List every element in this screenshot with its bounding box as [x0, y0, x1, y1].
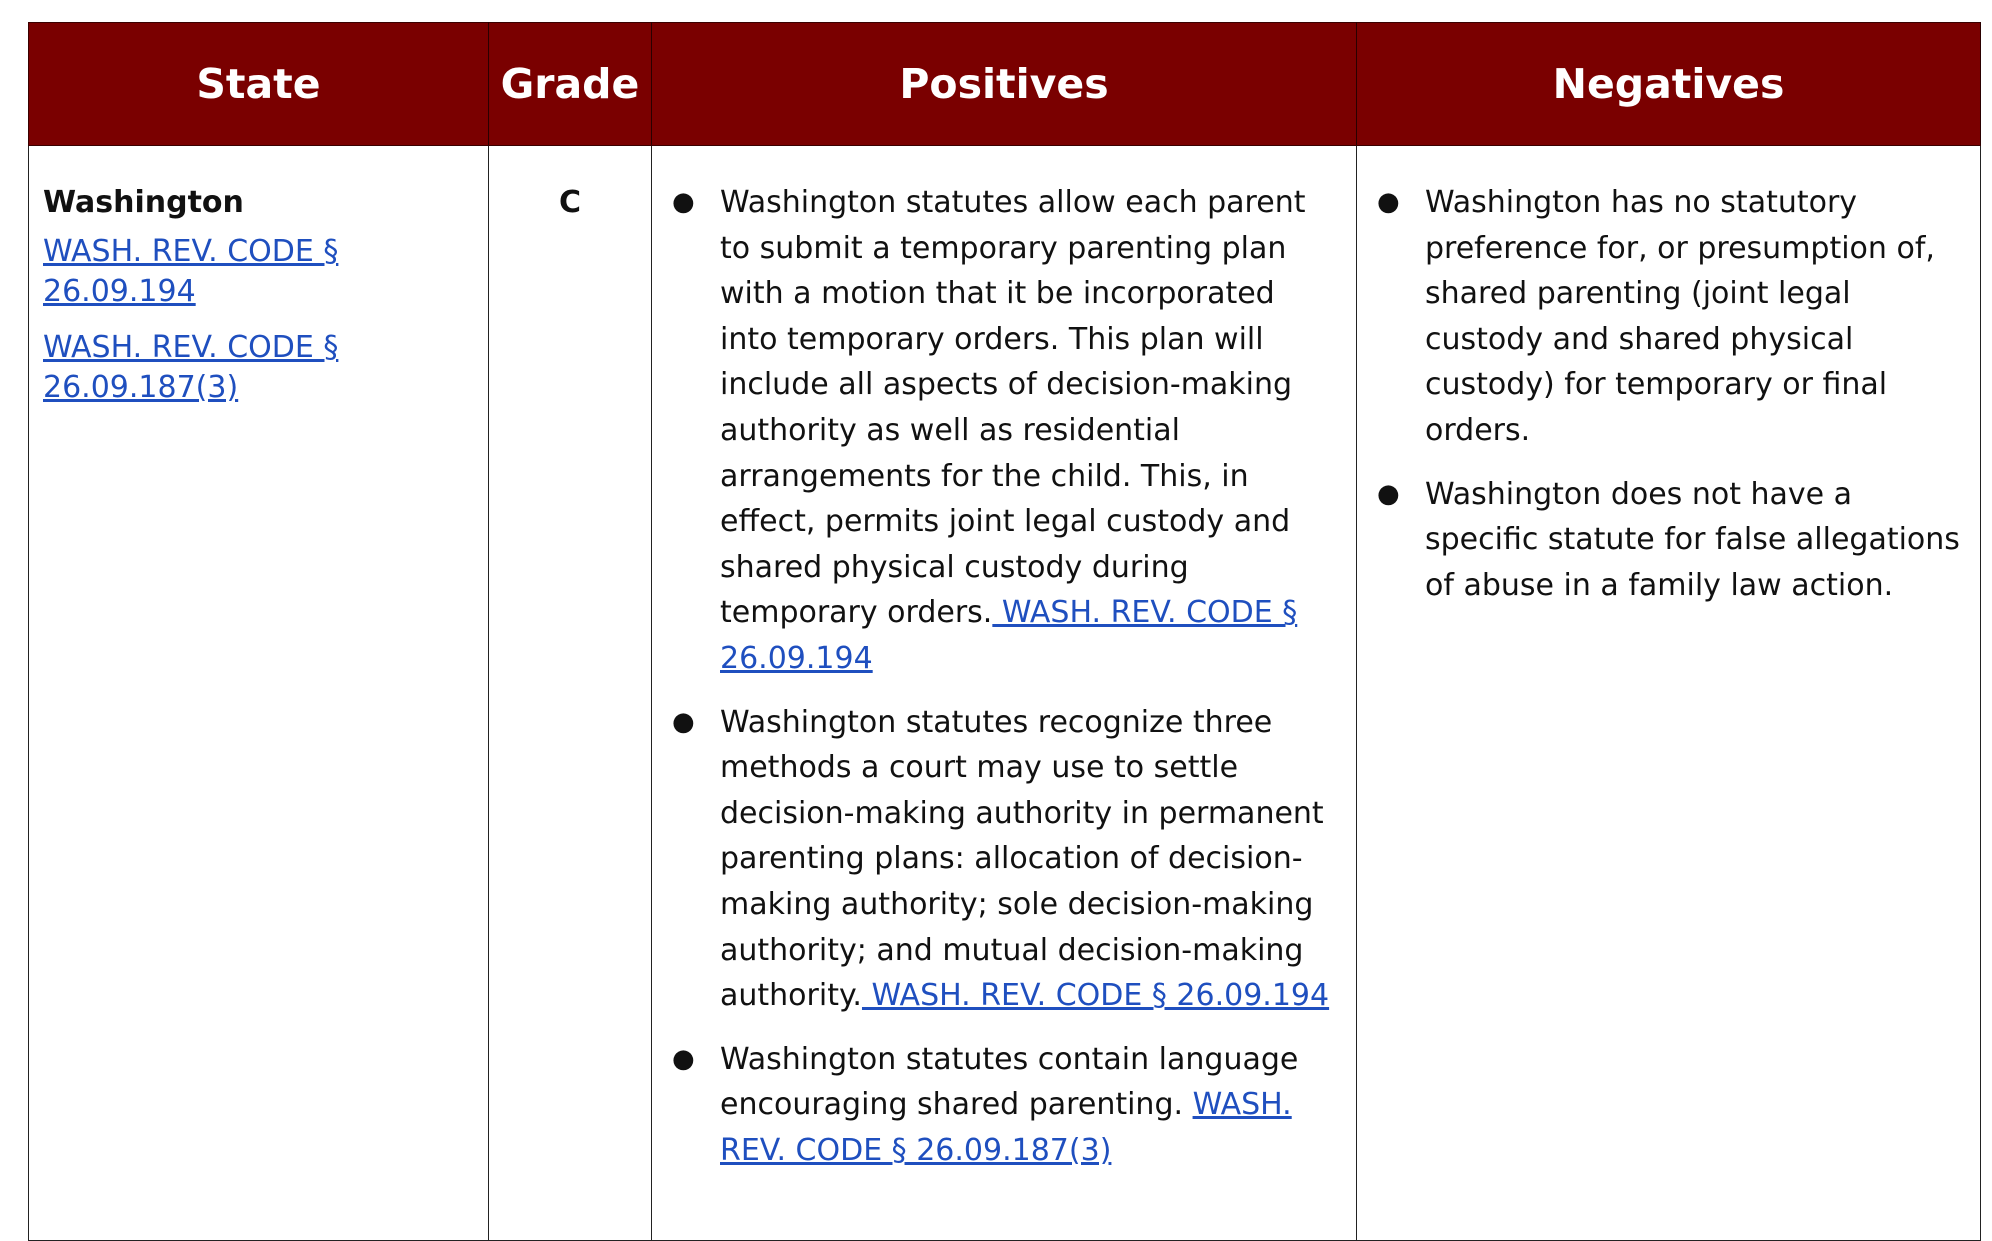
header-negatives: Negatives — [1357, 23, 1981, 146]
header-positives: Positives — [652, 23, 1357, 146]
positive-item — [668, 1037, 1340, 1174]
bullet-icon: ● — [672, 1043, 695, 1074]
bullet-icon: ● — [1377, 478, 1400, 509]
negative-text: Washington does not have a specific statute for false allegations of abuse in a family law action. — [1425, 476, 1960, 603]
bullet-icon: ● — [672, 706, 695, 737]
header-row — [29, 23, 1981, 146]
statute-link-26-09-194[interactable]: WASH. REV. CODE § 26.09.194 — [43, 234, 339, 309]
header-state: State — [29, 23, 489, 146]
positive-item — [668, 180, 1340, 682]
state-grade-table — [28, 22, 1981, 1241]
table-row — [29, 146, 1981, 1241]
header-grade: Grade — [489, 23, 652, 146]
grade-value: C — [558, 185, 582, 220]
grade-cell — [489, 146, 652, 1241]
negative-item — [1373, 472, 1964, 609]
negative-item — [1373, 180, 1964, 454]
bullet-icon: ● — [672, 187, 695, 217]
positive-item — [668, 700, 1340, 1019]
bullet-icon: ● — [1377, 187, 1400, 217]
positive-statute-link[interactable]: WASH. REV. CODE § 26.09.194 — [720, 595, 1298, 676]
positive-text: Washington statutes recognize three methods a court may use to settle decision-making authority in permanent parenting plans: allocation of decision-making authority; sole decision-making authority; and mutual decision-making authority. — [720, 704, 1324, 1014]
positives-cell — [652, 146, 1357, 1241]
negatives-cell — [1357, 146, 1981, 1241]
state-name: Washington — [43, 185, 244, 220]
positive-text: Washington statutes allow each parent to submit a temporary parenting plan with a motion that it be incorporated into temporary orders. This plan will include all aspects of decision-making authority as well as residential arrangements for the child. This, in effect, permits joint legal custody and shared physical custody during temporary orders. — [720, 185, 1306, 631]
statute-link-26-09-187-3[interactable]: WASH. REV. CODE § 26.09.187(3) — [43, 330, 339, 405]
positive-text: Washington statutes contain language encouraging shared parenting. — [720, 1041, 1299, 1123]
negative-text: Washington has no statutory preference for, or presumption of, shared parenting (joint legal custody and shared physical custody) for temporary or final orders. — [1425, 185, 1935, 448]
state-cell — [29, 146, 489, 1241]
positive-statute-link[interactable]: WASH. REV. CODE § 26.09.187(3) — [720, 1087, 1292, 1168]
positive-statute-link[interactable]: WASH. REV. CODE § 26.09.194 — [861, 978, 1330, 1014]
table-header — [29, 23, 1981, 146]
